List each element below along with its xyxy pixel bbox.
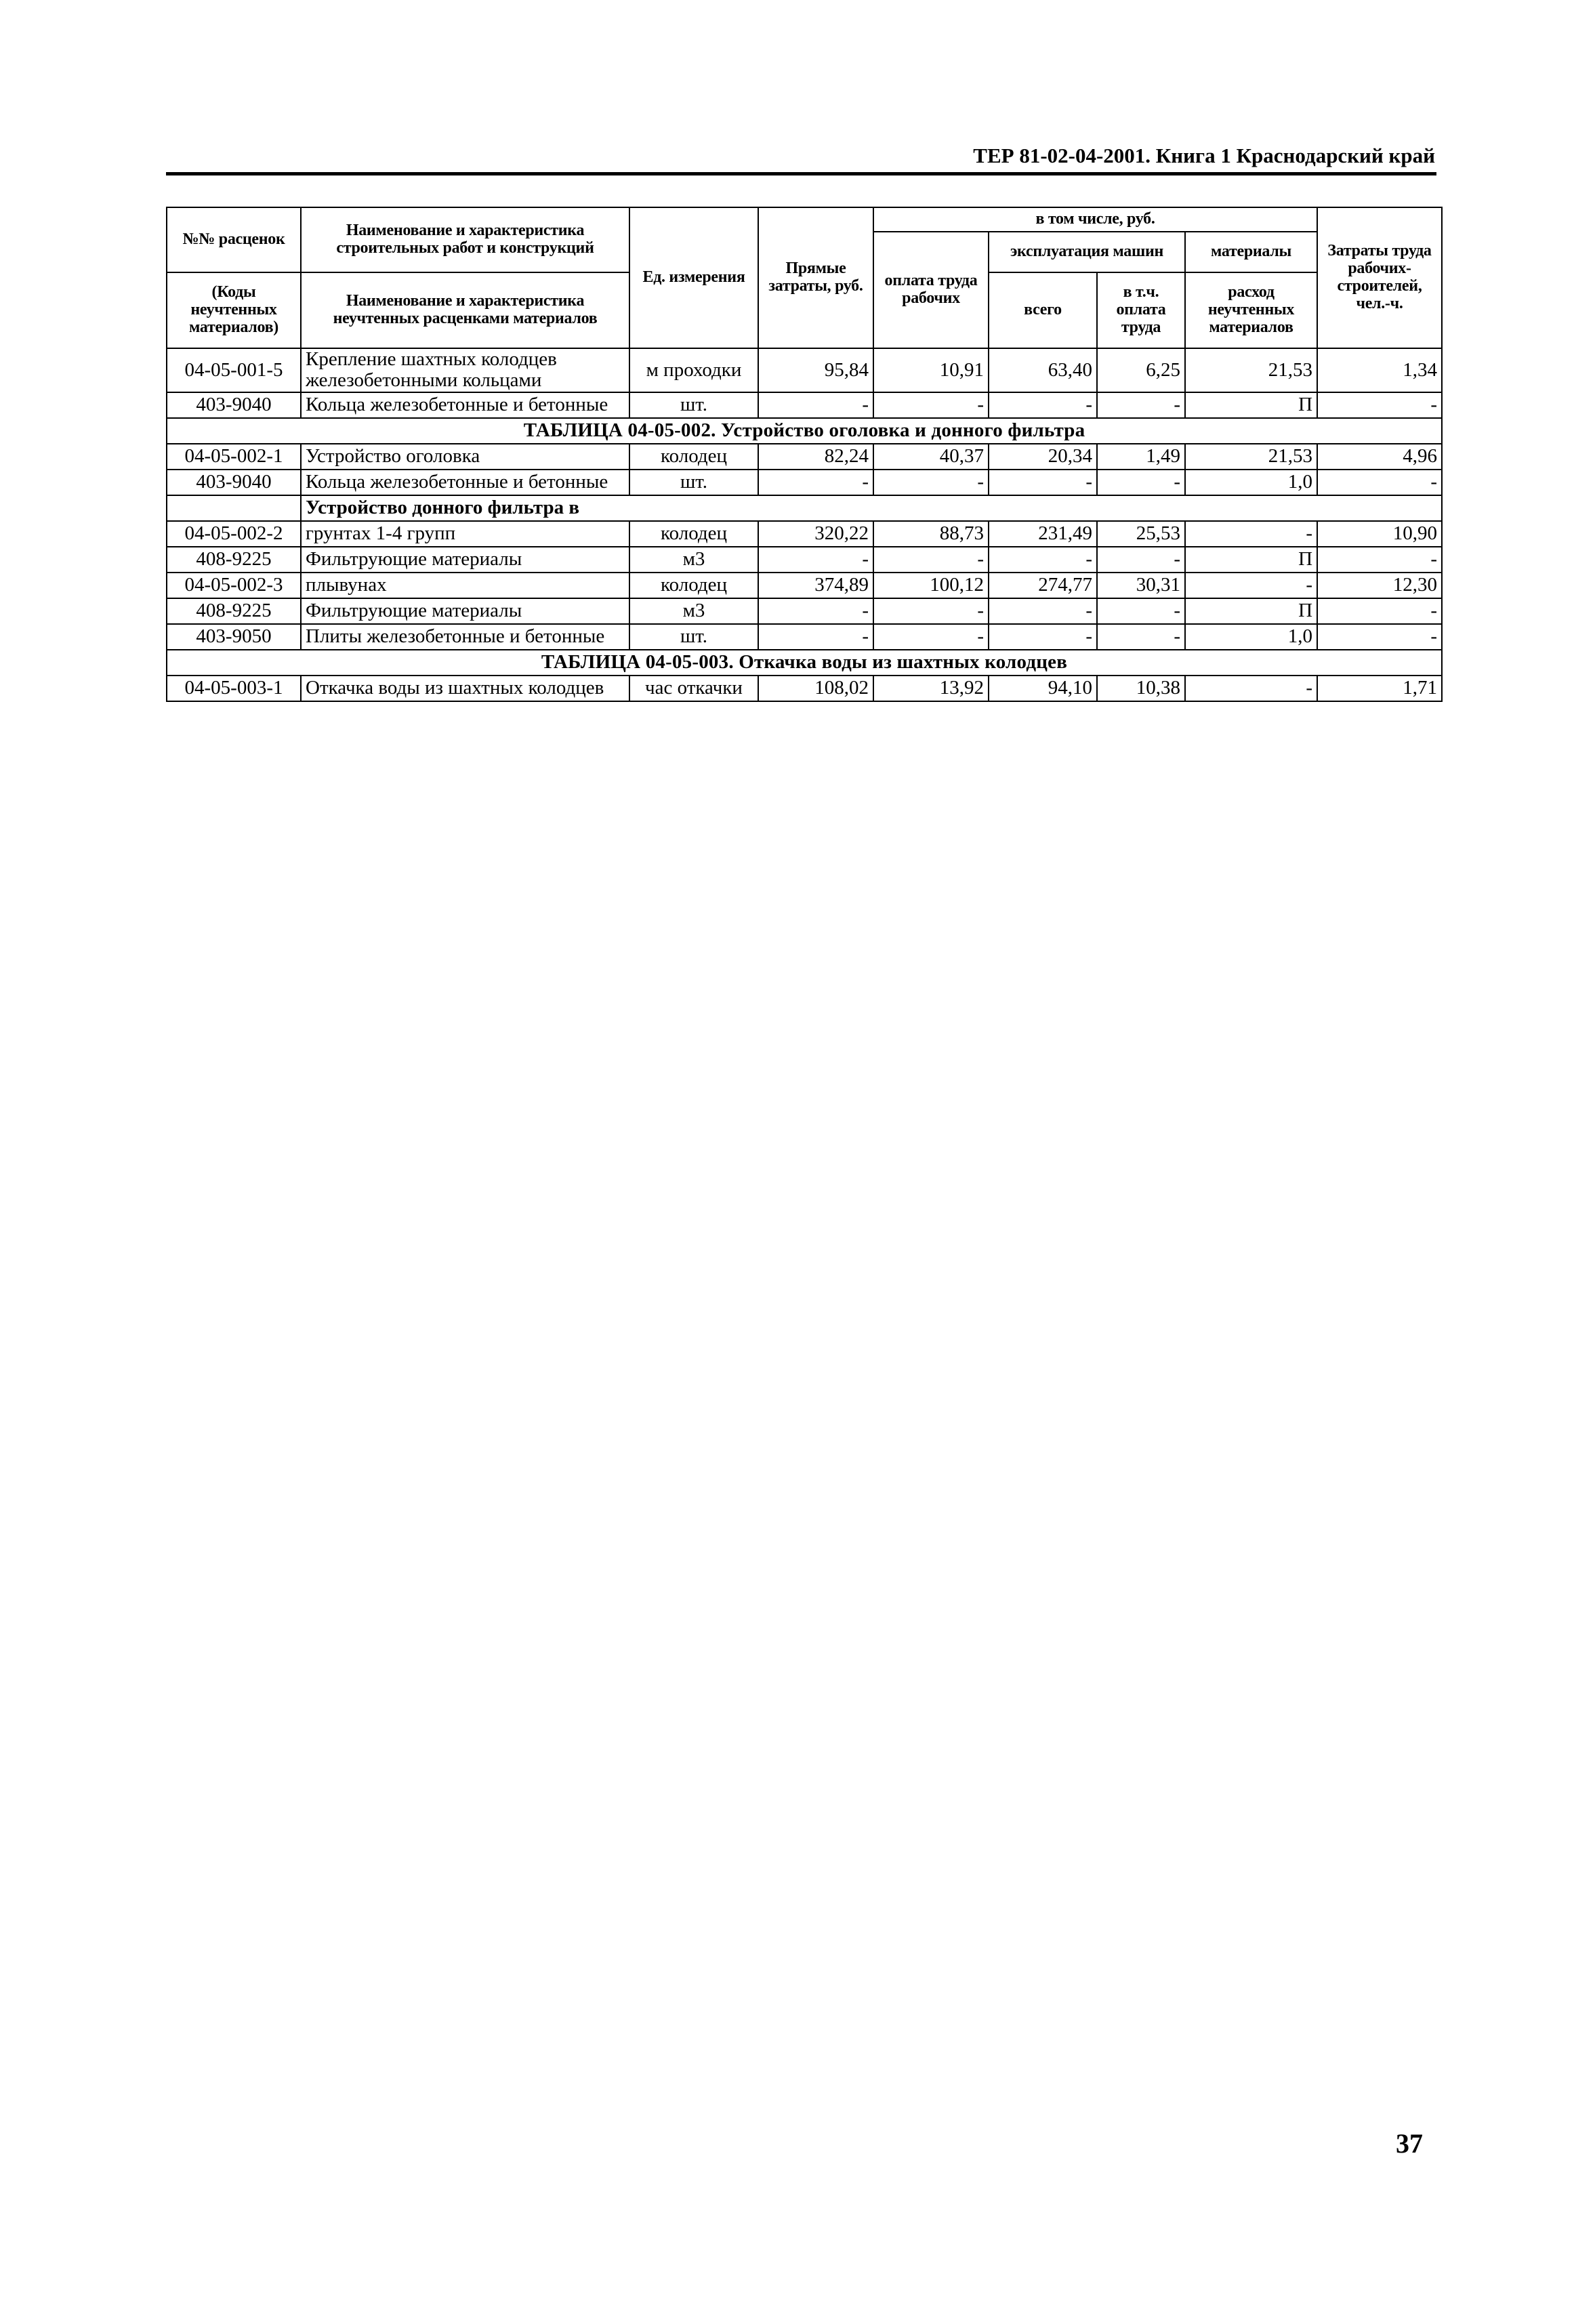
col-machines-pay: в т.ч. оплата труда bbox=[1097, 272, 1185, 348]
table-section-title bbox=[167, 650, 1442, 676]
work-name: Фильтрующие материалы bbox=[301, 598, 629, 624]
empty-cell bbox=[167, 495, 301, 521]
rate-code: 408-9225 bbox=[167, 547, 301, 573]
materials-cell: - bbox=[1185, 521, 1317, 547]
machines-total-cell: 63,40 bbox=[989, 348, 1097, 392]
rate-code: 04-05-002-2 bbox=[167, 521, 301, 547]
work-name: Кольца железобетонные и бетонные bbox=[301, 470, 629, 495]
work-name: Устройство оголовка bbox=[301, 444, 629, 470]
col-incl-group: в том числе, руб. bbox=[873, 207, 1317, 232]
machines-pay-cell: - bbox=[1097, 624, 1185, 650]
work-name: Крепление шахтных колодцев железобетонными кольцами bbox=[301, 348, 629, 392]
direct-costs-cell: - bbox=[758, 547, 873, 573]
machines-total-cell: - bbox=[989, 598, 1097, 624]
direct-costs-cell: 95,84 bbox=[758, 348, 873, 392]
table-row bbox=[167, 470, 1442, 495]
direct-costs-cell: - bbox=[758, 624, 873, 650]
section-title: ТАБЛИЦА 04-05-002. Устройство оголовка и донного фильтра bbox=[167, 418, 1442, 444]
table-row bbox=[167, 676, 1442, 701]
unit-cell: м проходки bbox=[629, 348, 758, 392]
labor-cell: - bbox=[1317, 392, 1442, 418]
table-row bbox=[167, 573, 1442, 598]
materials-cell: 21,53 bbox=[1185, 444, 1317, 470]
labor-cell: 10,90 bbox=[1317, 521, 1442, 547]
rate-code: 04-05-001-5 bbox=[167, 348, 301, 392]
rates-table bbox=[166, 207, 1443, 702]
unit-cell: колодец bbox=[629, 444, 758, 470]
direct-costs-cell: 374,89 bbox=[758, 573, 873, 598]
materials-cell: П bbox=[1185, 392, 1317, 418]
labor-cell: 12,30 bbox=[1317, 573, 1442, 598]
table-row bbox=[167, 624, 1442, 650]
machines-total-cell: - bbox=[989, 547, 1097, 573]
work-name: Откачка воды из шахтных колодцев bbox=[301, 676, 629, 701]
work-name: грунтах 1-4 групп bbox=[301, 521, 629, 547]
rate-code: 04-05-002-1 bbox=[167, 444, 301, 470]
rate-code: 04-05-002-3 bbox=[167, 573, 301, 598]
workers-pay-cell: 10,91 bbox=[873, 348, 989, 392]
labor-cell: 4,96 bbox=[1317, 444, 1442, 470]
work-name: плывунах bbox=[301, 573, 629, 598]
workers-pay-cell: 100,12 bbox=[873, 573, 989, 598]
labor-cell: 1,71 bbox=[1317, 676, 1442, 701]
unit-cell: колодец bbox=[629, 573, 758, 598]
rate-code: 408-9225 bbox=[167, 598, 301, 624]
col-materials-sub: расход неучтенных материалов bbox=[1185, 272, 1317, 348]
work-name: Кольца железобетонные и бетонные bbox=[301, 392, 629, 418]
header-rule bbox=[166, 172, 1436, 175]
machines-total-cell: - bbox=[989, 624, 1097, 650]
col-labor: Затраты труда рабочих-строителей, чел.-ч. bbox=[1317, 207, 1442, 348]
rate-code: 403-9040 bbox=[167, 470, 301, 495]
table-row bbox=[167, 348, 1442, 392]
machines-total-cell: 20,34 bbox=[989, 444, 1097, 470]
workers-pay-cell: - bbox=[873, 598, 989, 624]
direct-costs-cell: 108,02 bbox=[758, 676, 873, 701]
unit-cell: шт. bbox=[629, 470, 758, 495]
table-subheading bbox=[167, 495, 1442, 521]
table-row bbox=[167, 444, 1442, 470]
table-header bbox=[167, 207, 1442, 348]
col-unit: Ед. измерения bbox=[629, 207, 758, 348]
section-title: ТАБЛИЦА 04-05-003. Откачка воды из шахтных колодцев bbox=[167, 650, 1442, 676]
col-workers-pay: оплата труда рабочих bbox=[873, 232, 989, 348]
machines-total-cell: 274,77 bbox=[989, 573, 1097, 598]
workers-pay-cell: 13,92 bbox=[873, 676, 989, 701]
labor-cell: - bbox=[1317, 624, 1442, 650]
table-row bbox=[167, 598, 1442, 624]
col-name-top: Наименование и характеристика строительных работ и конструкций bbox=[301, 207, 629, 272]
work-name: Плиты железобетонные и бетонные bbox=[301, 624, 629, 650]
machines-total-cell: - bbox=[989, 392, 1097, 418]
unit-cell: шт. bbox=[629, 624, 758, 650]
materials-cell: П bbox=[1185, 547, 1317, 573]
direct-costs-cell: 320,22 bbox=[758, 521, 873, 547]
machines-pay-cell: 6,25 bbox=[1097, 348, 1185, 392]
subheading-title: Устройство донного фильтра в bbox=[301, 495, 1442, 521]
col-code-top: №№ расценок bbox=[167, 207, 301, 272]
unit-cell: м3 bbox=[629, 598, 758, 624]
machines-total-cell: 94,10 bbox=[989, 676, 1097, 701]
labor-cell: - bbox=[1317, 547, 1442, 573]
page-number: 37 bbox=[1396, 2128, 1423, 2159]
materials-cell: 1,0 bbox=[1185, 624, 1317, 650]
materials-cell: П bbox=[1185, 598, 1317, 624]
direct-costs-cell: 82,24 bbox=[758, 444, 873, 470]
machines-pay-cell: - bbox=[1097, 470, 1185, 495]
machines-pay-cell: 1,49 bbox=[1097, 444, 1185, 470]
direct-costs-cell: - bbox=[758, 598, 873, 624]
unit-cell: час откачки bbox=[629, 676, 758, 701]
table-body bbox=[167, 348, 1442, 701]
col-materials-group: материалы bbox=[1185, 232, 1317, 272]
materials-cell: - bbox=[1185, 573, 1317, 598]
table-section-title bbox=[167, 418, 1442, 444]
labor-cell: 1,34 bbox=[1317, 348, 1442, 392]
machines-total-cell: - bbox=[989, 470, 1097, 495]
machines-pay-cell: 10,38 bbox=[1097, 676, 1185, 701]
machines-total-cell: 231,49 bbox=[989, 521, 1097, 547]
rate-code: 04-05-003-1 bbox=[167, 676, 301, 701]
workers-pay-cell: 40,37 bbox=[873, 444, 989, 470]
workers-pay-cell: 88,73 bbox=[873, 521, 989, 547]
labor-cell: - bbox=[1317, 598, 1442, 624]
workers-pay-cell: - bbox=[873, 392, 989, 418]
machines-pay-cell: 25,53 bbox=[1097, 521, 1185, 547]
col-name-bottom: Наименование и характеристика неучтенных расценками материалов bbox=[301, 272, 629, 348]
workers-pay-cell: - bbox=[873, 547, 989, 573]
running-header: ТЕР 81-02-04-2001. Книга 1 Краснодарский край bbox=[973, 144, 1435, 167]
table-row bbox=[167, 547, 1442, 573]
col-code-bottom: (Коды неучтенных материалов) bbox=[167, 272, 301, 348]
workers-pay-cell: - bbox=[873, 470, 989, 495]
machines-pay-cell: - bbox=[1097, 392, 1185, 418]
materials-cell: - bbox=[1185, 676, 1317, 701]
direct-costs-cell: - bbox=[758, 392, 873, 418]
direct-costs-cell: - bbox=[758, 470, 873, 495]
materials-cell: 1,0 bbox=[1185, 470, 1317, 495]
unit-cell: колодец bbox=[629, 521, 758, 547]
rate-code: 403-9040 bbox=[167, 392, 301, 418]
labor-cell: - bbox=[1317, 470, 1442, 495]
unit-cell: шт. bbox=[629, 392, 758, 418]
table-row bbox=[167, 521, 1442, 547]
col-machines-total: всего bbox=[989, 272, 1097, 348]
rate-code: 403-9050 bbox=[167, 624, 301, 650]
work-name: Фильтрующие материалы bbox=[301, 547, 629, 573]
machines-pay-cell: - bbox=[1097, 547, 1185, 573]
materials-cell: 21,53 bbox=[1185, 348, 1317, 392]
col-direct-costs: Прямые затраты, руб. bbox=[758, 207, 873, 348]
machines-pay-cell: - bbox=[1097, 598, 1185, 624]
workers-pay-cell: - bbox=[873, 624, 989, 650]
col-machines-group: эксплуатация машин bbox=[989, 232, 1185, 272]
table-row bbox=[167, 392, 1442, 418]
unit-cell: м3 bbox=[629, 547, 758, 573]
machines-pay-cell: 30,31 bbox=[1097, 573, 1185, 598]
